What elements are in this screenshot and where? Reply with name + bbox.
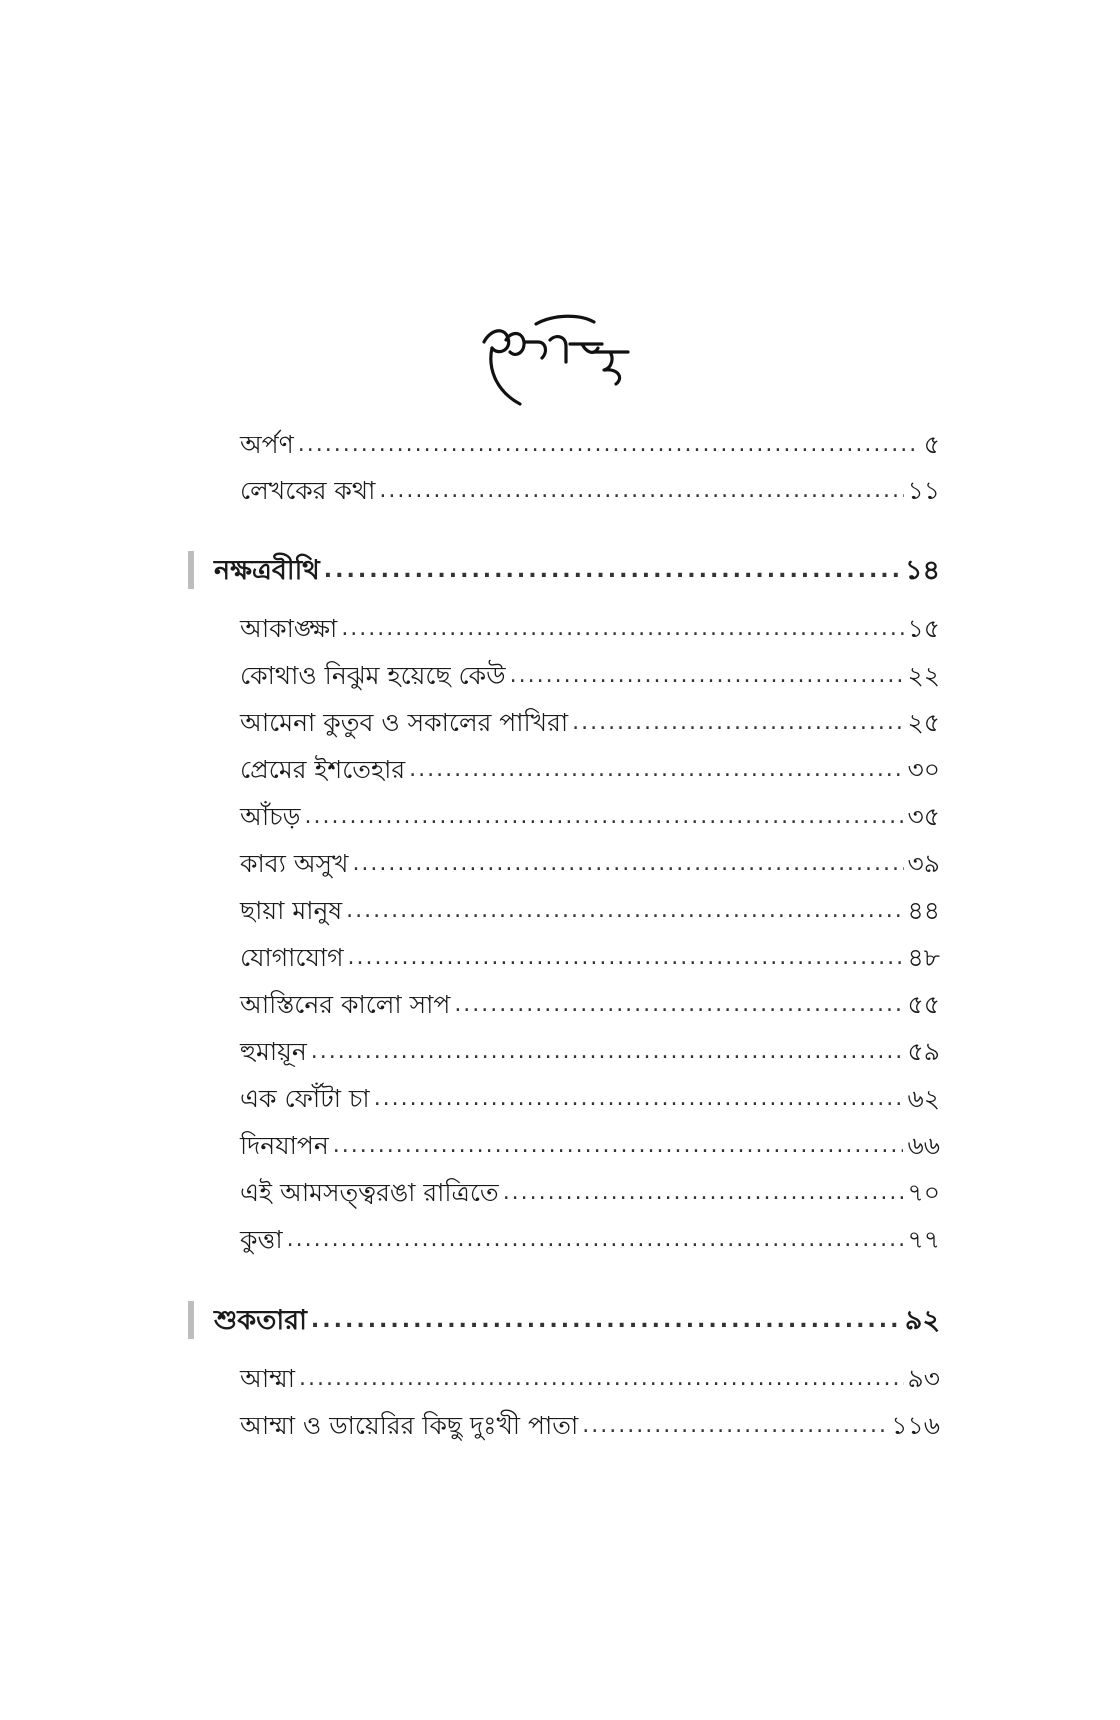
dot-leader bbox=[454, 988, 903, 1022]
toc-row bbox=[240, 606, 940, 646]
section-marker-bar bbox=[188, 551, 194, 589]
toc-row-title: আম্মা bbox=[240, 1364, 295, 1393]
dot-leader bbox=[582, 1409, 887, 1443]
dot-leader bbox=[298, 428, 920, 462]
toc-row-page: ২২ bbox=[907, 661, 940, 690]
toc-section-heading bbox=[214, 1298, 940, 1338]
toc-row-title: হুমায়ূন bbox=[240, 1037, 307, 1066]
dot-leader bbox=[348, 941, 904, 975]
toc-row-page: ৭৭ bbox=[907, 1225, 940, 1254]
toc-section-page: ৯২ bbox=[904, 1305, 940, 1336]
toc-row-title: কুত্তা bbox=[240, 1225, 283, 1254]
toc-row-title: ছায়া মানুষ bbox=[240, 896, 343, 925]
toc-row-title: কোথাও নিঝুম হয়েছে কেউ bbox=[240, 661, 506, 690]
toc-row-page: ৫৫ bbox=[907, 990, 940, 1019]
dot-leader bbox=[311, 1035, 904, 1069]
toc-row-title: দিনযাপন bbox=[240, 1131, 329, 1160]
toc-row-page: ৩৫ bbox=[907, 802, 940, 831]
dot-leader bbox=[352, 847, 903, 881]
toc-row bbox=[240, 700, 940, 740]
toc-row-page: ১১৬ bbox=[891, 1411, 940, 1440]
toc-row-page: ৯৩ bbox=[907, 1364, 940, 1393]
dot-leader bbox=[503, 1176, 904, 1210]
toc-row bbox=[240, 1403, 940, 1443]
toc-row-title: আস্তিনের কালো সাপ bbox=[240, 990, 451, 1019]
dot-leader bbox=[333, 1129, 904, 1163]
toc-row-title: লেখকের কথা bbox=[240, 476, 376, 505]
dot-leader bbox=[346, 894, 903, 928]
toc-row-page: ৪৪ bbox=[907, 896, 940, 925]
toc-row-title: আমেনা কুতুব ও সকালের পাখিরা bbox=[240, 708, 569, 737]
toc-row-page: ৩০ bbox=[907, 755, 940, 784]
dot-leader bbox=[572, 706, 903, 740]
toc-row-page: ৫ bbox=[923, 430, 940, 459]
dot-leader bbox=[379, 474, 903, 508]
toc-section-title: নক্ষত্রবীথি bbox=[214, 555, 320, 586]
toc-row-page: ২৫ bbox=[907, 708, 940, 737]
toc-row bbox=[240, 1029, 940, 1069]
toc-row-page: ৫৯ bbox=[907, 1037, 940, 1066]
toc-row bbox=[240, 841, 940, 881]
toc-row bbox=[240, 468, 940, 508]
dot-leader bbox=[341, 612, 903, 646]
dot-leader bbox=[409, 753, 903, 787]
toc-row bbox=[240, 1076, 940, 1116]
dot-leader bbox=[374, 1082, 904, 1116]
toc-row bbox=[240, 935, 940, 975]
dot-leader bbox=[305, 800, 904, 834]
dot-leader bbox=[311, 1304, 901, 1338]
toc-row-page: ১৫ bbox=[907, 614, 940, 643]
toc-row bbox=[240, 653, 940, 693]
toc-row bbox=[240, 888, 940, 928]
toc-row-page: ৩৯ bbox=[907, 849, 940, 878]
toc-row-page: ৬৬ bbox=[907, 1131, 940, 1160]
toc-row-title: যোগাযোগ bbox=[240, 943, 344, 972]
toc-row bbox=[240, 794, 940, 834]
toc-row-title: প্রেমের ইশতেহার bbox=[240, 755, 406, 784]
toc-section-heading bbox=[214, 548, 940, 588]
dot-leader bbox=[299, 1362, 904, 1396]
page-title bbox=[470, 312, 650, 408]
toc-row-page: ১১ bbox=[907, 476, 940, 505]
toc-row-title: কাব্য অসুখ bbox=[240, 849, 349, 878]
dot-leader bbox=[324, 554, 901, 588]
toc-row-title: আকাঙ্ক্ষা bbox=[240, 614, 338, 643]
toc-row-title: এক ফোঁটা চা bbox=[240, 1084, 370, 1113]
toc-row bbox=[240, 422, 940, 462]
section-marker-bar bbox=[188, 1301, 194, 1339]
toc-row-title: আম্মা ও ডায়েরির কিছু দুঃখী পাতা bbox=[240, 1411, 579, 1440]
toc-section-title: শুকতারা bbox=[214, 1305, 307, 1336]
toc-row-page: ৪৮ bbox=[907, 943, 940, 972]
toc-row bbox=[240, 982, 940, 1022]
toc-row bbox=[240, 1123, 940, 1163]
toc-section-page: ১৪ bbox=[904, 555, 940, 586]
toc-row-page: ৬২ bbox=[907, 1084, 940, 1113]
handwritten-title-graphic bbox=[470, 312, 650, 408]
toc-row bbox=[240, 1170, 940, 1210]
toc-row bbox=[240, 747, 940, 787]
toc-row bbox=[240, 1217, 940, 1257]
dot-leader bbox=[510, 659, 904, 693]
toc-row bbox=[240, 1356, 940, 1396]
toc-row-title: আঁচড় bbox=[240, 802, 301, 831]
dot-leader bbox=[287, 1223, 904, 1257]
toc-row-page: ৭০ bbox=[907, 1178, 940, 1207]
toc-row-title: অর্পণ bbox=[240, 430, 294, 459]
toc-row-title: এই আমসত্ত্বরঙা রাত্রিতে bbox=[240, 1178, 499, 1207]
